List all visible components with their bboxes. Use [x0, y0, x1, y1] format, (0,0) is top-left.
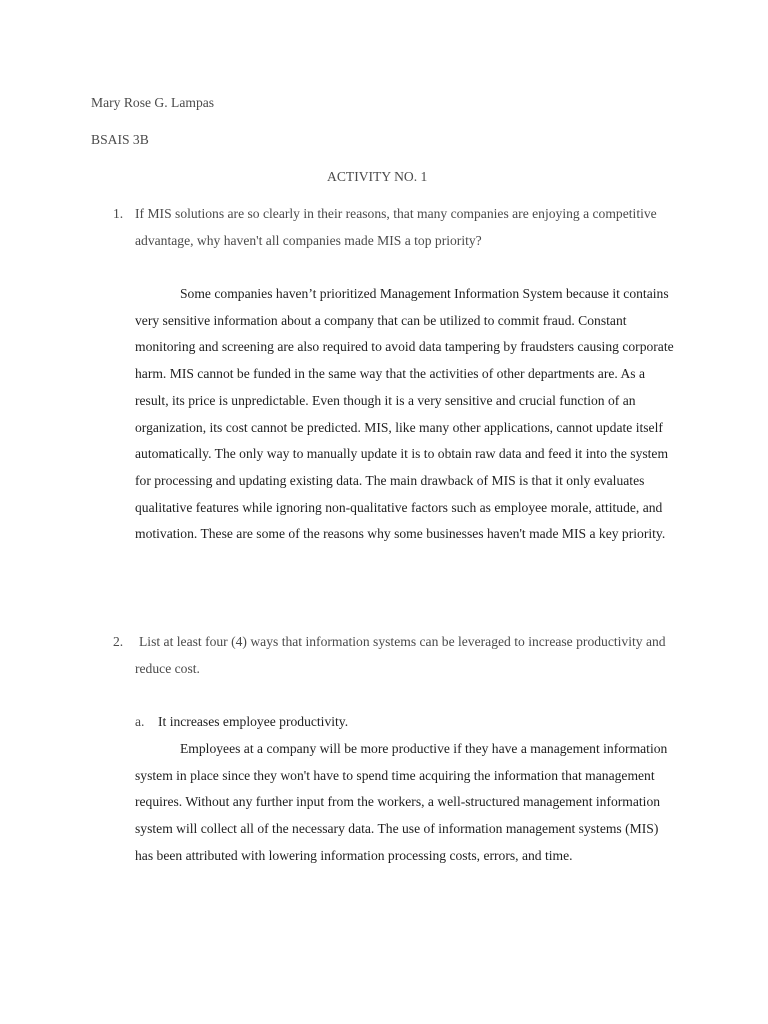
question-1-number: 1.	[113, 206, 124, 221]
question-1-text: If MIS solutions are so clearly in their reasons, that many companies are enjoying a competitive advantage, why haven't all companies made MIS a top priority?	[135, 206, 657, 248]
question-2-number: 2.	[113, 634, 124, 649]
student-name: Mary Rose G. Lampas	[91, 95, 215, 110]
student-section: BSAIS 3B	[91, 132, 149, 147]
question-2-text: List at least four (4) ways that information systems can be leveraged to increase productivity and reduce cost.	[135, 634, 666, 676]
activity-title: ACTIVITY NO. 1	[327, 169, 428, 184]
question-1-answer: Some companies haven’t prioritized Management Information System because it contains very sensitive information about a company that can be utilized to commit fraud. Constant monitoring and screening are also required to avoid data tampering by fraudsters causing corporate harm. MIS cannot be funded in the same way that the activities of other departments are. As a result, its price is unpredictable. Even though it is a very sensitive and crucial function of an organization, its cost cannot be predicted. MIS, like many other applications, cannot update itself automatically. The only way to manually update it is to obtain raw data and feed it into the system for processing and updating existing data. The main drawback of MIS is that it only evaluates qualitative features while ignoring non-qualitative factors such as employee morale, attitude, and motivation. These are some of the reasons why some businesses haven't made MIS a key priority.	[135, 286, 674, 542]
item-a-answer: Employees at a company will be more productive if they have a management information system in place since they won't have to spend time acquiring the information that management requires. Without any further input from the workers, a well-structured management information system will collect all of the necessary data. The use of information management systems (MIS) has been attributed with lowering information processing costs, errors, and time.	[135, 741, 668, 863]
item-a-heading: It increases employee productivity.	[158, 714, 349, 729]
item-a-marker: a.	[135, 714, 145, 729]
